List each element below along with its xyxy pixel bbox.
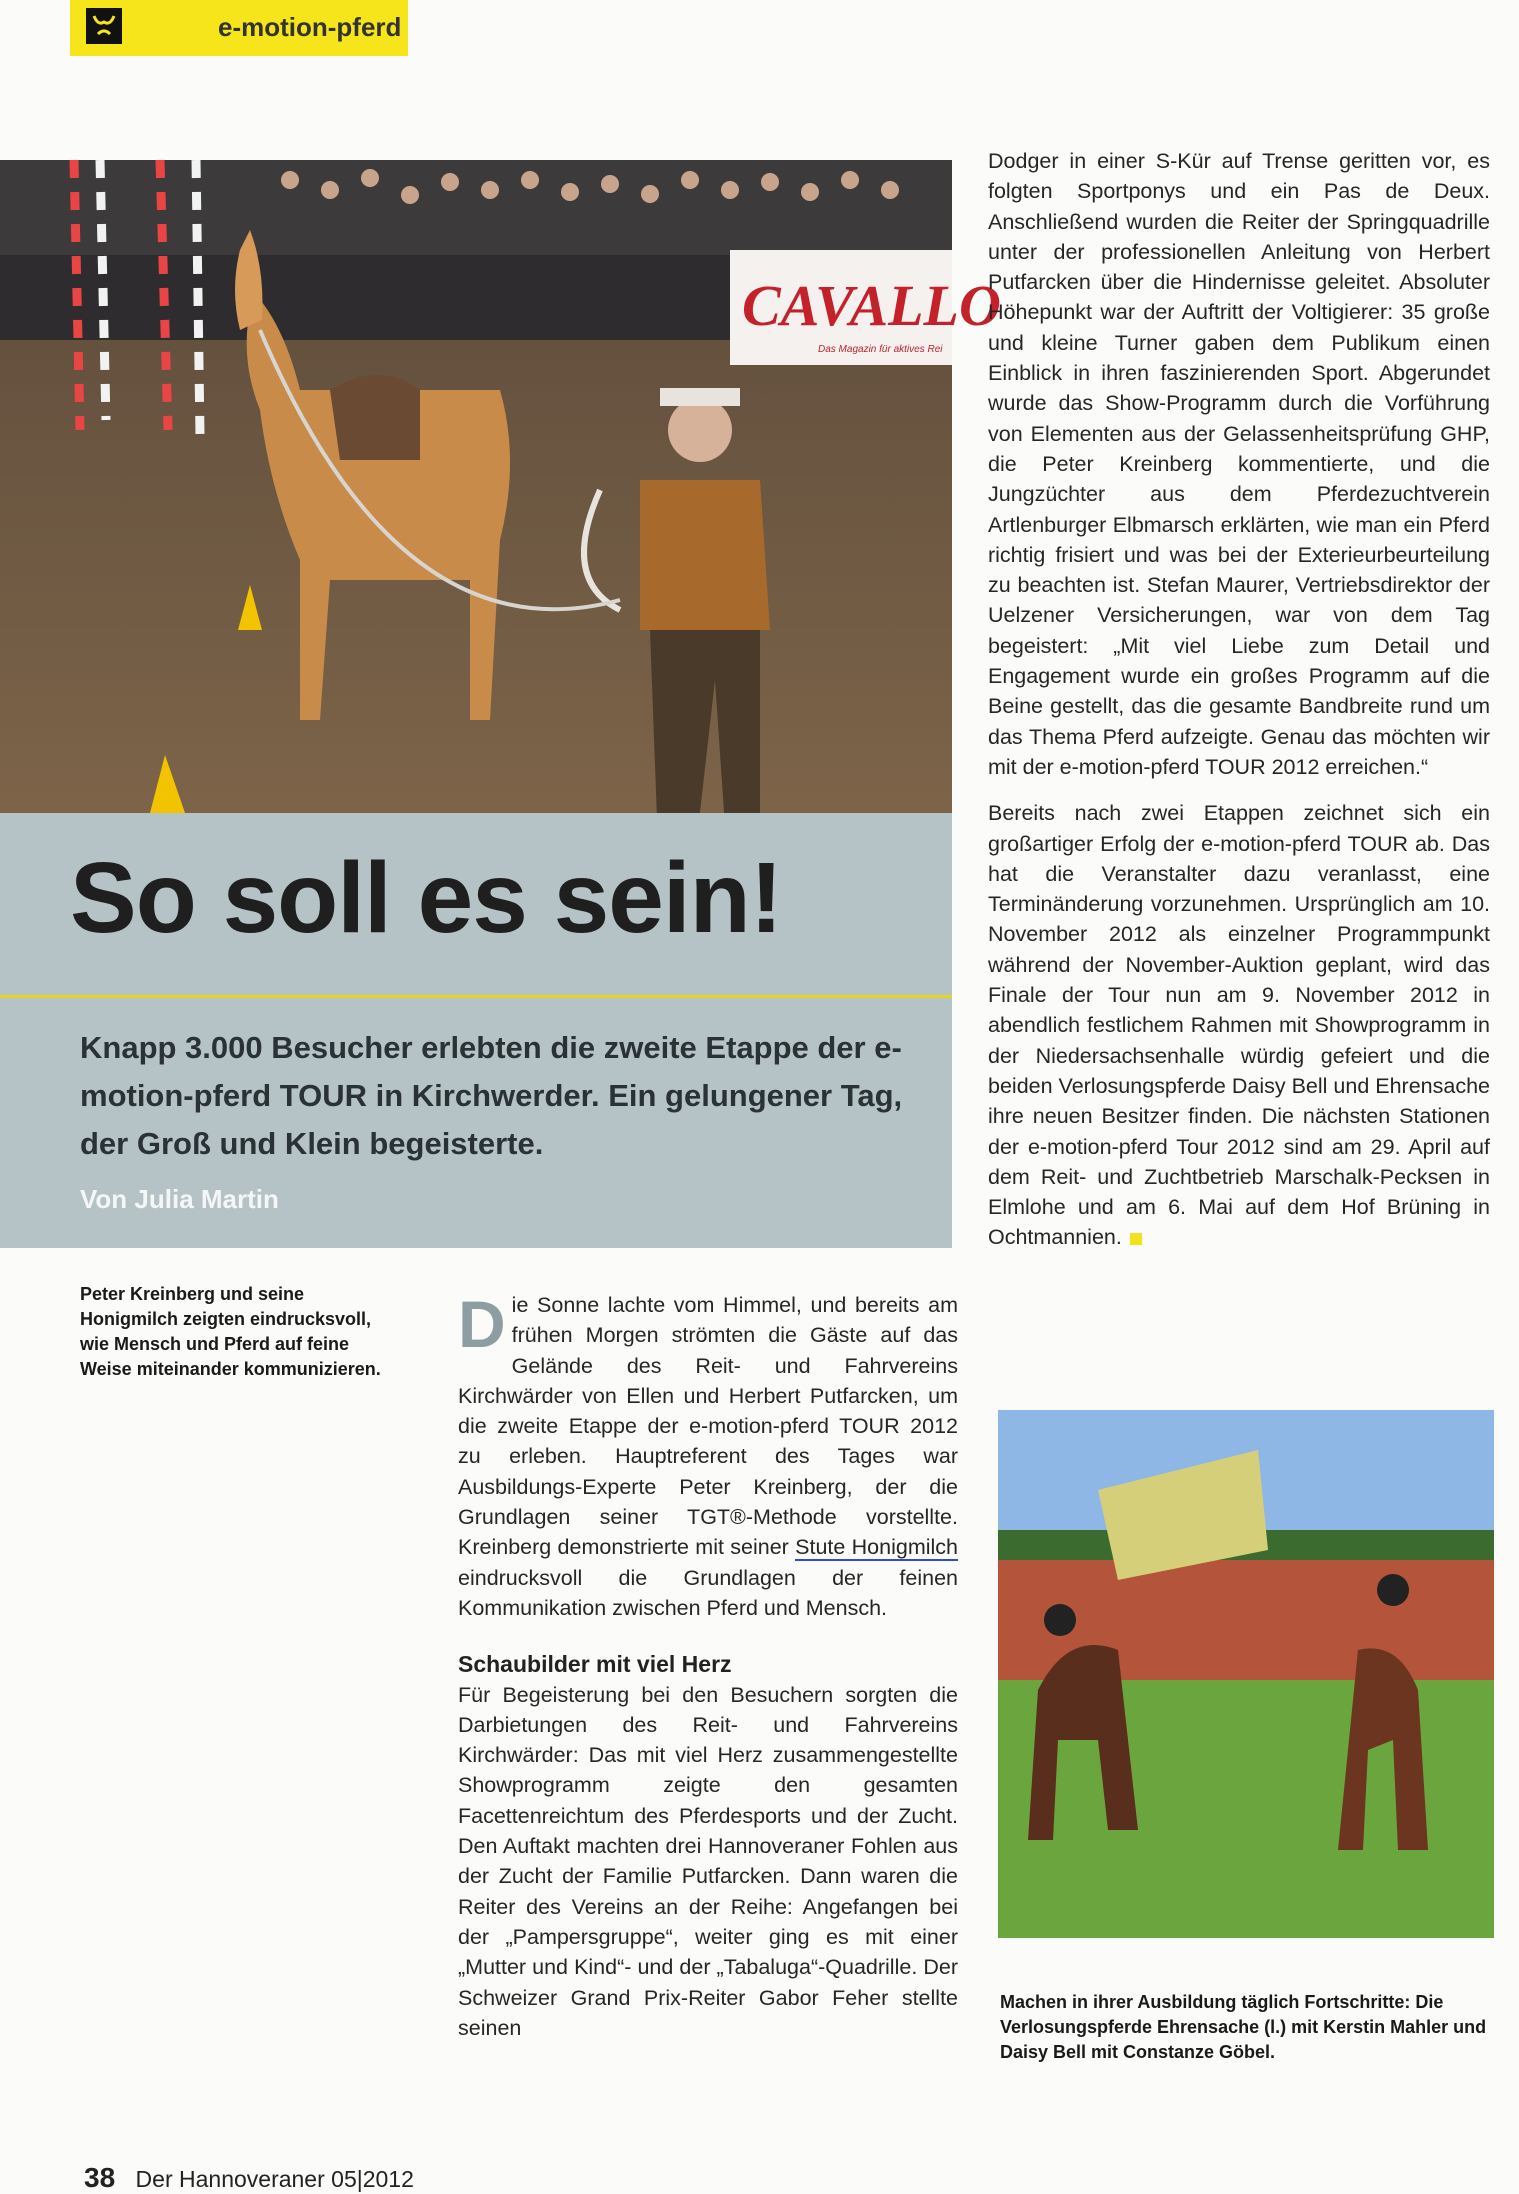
issue-number: 05|2012	[331, 2166, 414, 2192]
paragraph-text: Bereits nach zwei Etappen zeichnet sich ein großartiger Erfolg der e-motion-pferd TOUR ab. Das hat die Veranstalter dazu veranlasst, eine Terminänderung vorzunehmen. Ursprünglich am 10. November 2012 als einzelner Programmpunkt während der November-Auktion geplant, wird das Finale der Tour nun am 9. November 2012 in abendlich festlichem Rahmen mit Showprogramm in der Niedersachsenhalle würdig gefeiert und die beiden Verlosungspferde Daisy Bell und Ehrensache ihre neuen Besitzer finden. Die nächsten Stationen der e-motion-pferd Tour 2012 sind am 29. April auf dem Reit- und Zuchtbetrieb Marschalk-Pecksen in Elmlohe und am 6. Mai auf dem Hof Brüning in Ochtmannien.	[988, 801, 1490, 1250]
paragraph-text: ie Sonne lachte vom Himmel, und bereits am frühen Morgen strömten die Gäste auf das Gelände des Reit- und Fahrvereins Kirchwärder von Ellen und Herbert Putfarcken, um die zweite Etappe der e-motion-pferd TOUR 2012 zu erleben. Hauptreferent des Tages war Ausbildungs-Experte Peter Kreinberg, der die Grundlagen seiner TGT®-Methode vorstellte. Kreinberg demonstrierte mit seiner	[458, 1293, 958, 1560]
article-paragraph: Dodger in einer S-Kür auf Trense geritten vor, es folgten Sportponys und ein Pas de Deux. Anschließend wurden die Reiter der Springquadrille unter der professionellen Anleitung von Herbert Putfarcken über die Hindernisse geleitet. Absoluter Höhepunkt war der Auftritt der Voltigierer: 35 große und kleine Turner gaben dem Publikum einen Einblick in ihren faszinierenden Sport. Abgerundet wurde das Show-Programm durch die Vorführung von Elementen aus der Gelassenheitsprüfung GHP, die Peter Kreinberg kommentierte, und die Jungzüchter aus dem Pferdezuchtverein Artlenburger Elbmarsch erklärten, wie man ein Pferd richtig frisiert und was bei der Exterieurbeurteilung zu beachten ist. Stefan Maurer, Vertriebsdirektor der Uelzener Versicherungen, war von dem Tag begeistert: „Mit viel Liebe zum Detail und Engagement wurde ein großes Programm auf die Beine gestellt, das die gesamte Bandbreite rund um das Thema Pferd aufzeigte. Genau das möchten wir mit der e-motion-pferd TOUR 2012 erreichen.“	[988, 149, 1490, 779]
underlined-text: Stute Honigmilch	[795, 1535, 958, 1560]
end-mark-icon	[1130, 1233, 1142, 1245]
drop-cap: D	[458, 1287, 506, 1361]
lead-paragraph: Knapp 3.000 Besucher erlebten die zweite Etappe der e-motion-pferd TOUR in Kirchwerder. Ein gelungener Tag, der Groß und Klein begeisterte.	[80, 1030, 903, 1161]
article-column-right	[988, 146, 1490, 1253]
second-photo	[998, 1410, 1494, 1938]
article-paragraph	[458, 1287, 958, 1623]
page-footer	[84, 2162, 414, 2194]
section-label: e-motion-pferd	[218, 12, 402, 42]
byline: Von Julia Martin	[80, 1184, 279, 1214]
article-paragraph: Für Begeisterung bei den Besuchern sorgten die Darbietungen des Reit- und Fahrvereins Kirchwärder: Das mit viel Herz zusammengestellte Showprogramm zeigte den gesamten Facettenreichtum des Pferdesports und der Zucht. Den Auftakt machten drei Hannoveraner Fohlen aus der Zucht der Familie Putfarcken. Dann waren die Reiter des Vereins an der Reihe: Angefangen bei der „Pampersgruppe“, weiter ging es mit einer „Mutter und Kind“- und der „Tabaluga“-Quadrille. Der Schweizer Grand Prix-Reiter Gabor Feher stellte seinen	[458, 1682, 958, 2040]
horse-logo-icon	[86, 8, 122, 44]
photo-caption-second: Machen in ihrer Ausbildung täglich Fortschritte: Die Verlosungspferde Ehrensache (l.) mit Kerstin Mahler und Daisy Bell mit Constanze Göbel.	[1000, 1992, 1487, 2062]
subheading: Schaubilder mit viel Herz	[458, 1651, 732, 1678]
banner-text: CAVALLO	[742, 273, 1001, 338]
banner-subtext: Das Magazin für aktives Rei	[818, 344, 943, 355]
title-divider	[0, 995, 952, 998]
headline: So soll es sein!	[70, 842, 783, 954]
article-paragraph	[988, 798, 1490, 1252]
photo-caption-main: Peter Kreinberg und seine Honigmilch zeigten eindrucksvoll, wie Mensch und Pferd auf feine Weise miteinander kommunizieren.	[80, 1284, 381, 1379]
paragraph-text: eindrucksvoll die Grundlagen der feinen Kommunikation zwischen Pferd und Mensch.	[458, 1565, 958, 1620]
magazine-name: Der Hannoveraner	[135, 2166, 325, 2192]
main-photo	[0, 160, 1001, 813]
article-column-middle	[458, 1287, 958, 2043]
page-number: 38	[84, 2162, 116, 2193]
